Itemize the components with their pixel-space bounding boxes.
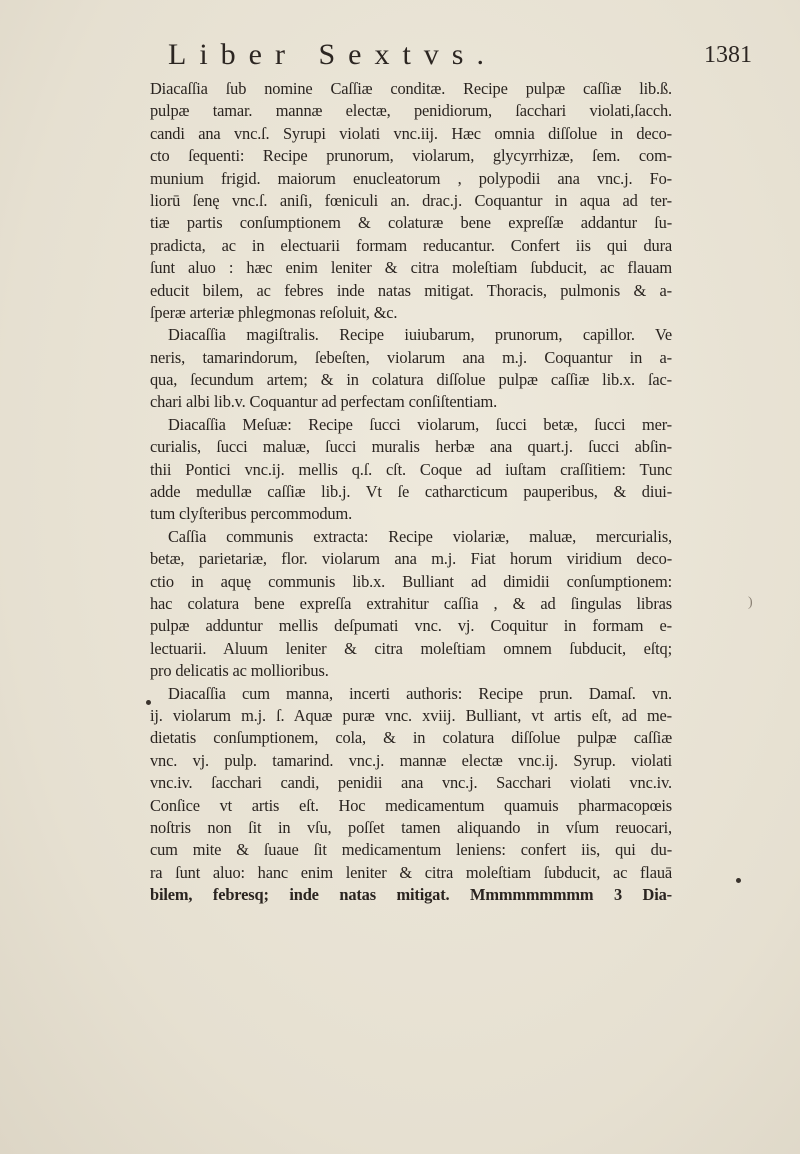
text-line: vnc.iv. ſacchari candi, penidii ana vnc.j. Sacchari violati vnc.iv. xyxy=(150,773,672,793)
text-line: curialis, ſucci maluæ, ſucci muralis herbæ ana quart.j. ſucci abſin- xyxy=(150,437,672,457)
margin-mark: ) xyxy=(748,595,753,610)
text-line: Diacaſſia ſub nomine Caſſiæ conditæ. Recipe pulpæ caſſiæ lib.ß. xyxy=(150,79,672,98)
text-line: Diacaſſia cum manna, incerti authoris: Recipe prun. Damaſ. vn. xyxy=(168,683,672,703)
text-line: bilem, febresq; inde natas mitigat. Mmmmmmmmm 3 Dia- xyxy=(150,885,672,905)
page-number: 1381 xyxy=(704,42,752,68)
text-line: hac colatura bene expreſſa extrahitur caſſia , & ad ſingulas libras xyxy=(150,593,672,613)
text-line: candi ana vnc.ſ. Syrupi violati vnc.iij. Hæc omnia diſſolue in deco- xyxy=(150,123,672,143)
text-line: cum mite & ſuaue ſit medicamentum leniens: confert iis, qui du- xyxy=(150,840,672,860)
text-line: pradicta, ac in electuarii formam reducantur. Confert iis qui dura xyxy=(150,235,672,255)
body-text xyxy=(150,78,672,906)
text-line: Conſice vt artis eſt. Hoc medicamentum quamuis pharmacopœis xyxy=(150,795,672,815)
text-line: dietatis conſumptionem, cola, & in colatura diſſolue pulpæ caſſiæ xyxy=(150,728,672,748)
running-header xyxy=(168,38,752,78)
text-line: tiæ partis conſumptionem & colaturæ bene expreſſæ addantur ſu- xyxy=(150,213,672,233)
text-line: ij. violarum m.j. ſ. Aquæ puræ vnc. xviij. Bulliant, vt artis eſt, ad me- xyxy=(150,705,672,725)
text-line: lectuarii. Aluum leniter & citra moleſtiam omnem ſubducit, eſtq; xyxy=(150,638,672,658)
text-line: Diacaſſia Meſuæ: Recipe ſucci violarum, ſucci betæ, ſucci mer- xyxy=(168,414,672,434)
running-title: Liber Sextvs. xyxy=(168,38,497,71)
text-line: Caſſia communis extracta: Recipe violariæ, maluæ, mercurialis, xyxy=(168,526,672,546)
text-line: liorū ſenę vnc.ſ. aniſi, fœniculi an. drac.j. Coquantur in aqua ad ter- xyxy=(150,190,672,210)
text-line: pulpæ tamar. mannæ electæ, penidiorum, ſacchari violati,ſacch. xyxy=(150,101,672,121)
text-line: pulpæ adduntur mellis deſpumati vnc. vj. Coquitur in formam e- xyxy=(150,616,672,636)
text-line: tum clyſteribus percommodum. xyxy=(150,504,353,524)
text-line: ſperæ arteriæ phlegmonas reſoluit, &c. xyxy=(150,302,398,322)
text-line: ra ſunt aluo: hanc enim leniter & citra moleſtiam ſubducit, ac flauā xyxy=(150,862,672,882)
text-line: vnc. vj. pulp. tamarind. vnc.j. mannæ electæ vnc.ij. Syrup. violati xyxy=(150,750,672,770)
text-line: adde medullæ caſſiæ lib.j. Vt ſe catharcticum pauperibus, & diui- xyxy=(150,482,672,502)
text-line: neris, tamarindorum, ſebeſten, violarum ana m.j. Coquantur in a- xyxy=(150,347,672,367)
ink-speck xyxy=(736,878,741,883)
text-line: noſtris non ſit in vſu, poſſet tamen aliquando in vſum reuocari, xyxy=(150,817,672,837)
text-line: ſunt aluo : hæc enim leniter & citra moleſtiam ſubducit, ac flauam xyxy=(150,258,672,278)
text-line: ctio in aquę communis lib.x. Bulliant ad dimidii conſumptionem: xyxy=(150,571,672,591)
text-line: munium frigid. maiorum enucleatorum , polypodii ana vnc.j. Fo- xyxy=(150,168,672,188)
text-line: educit bilem, ac febres inde natas mitigat. Thoracis, pulmonis & a- xyxy=(150,280,672,300)
ink-speck xyxy=(146,700,151,705)
text-line: pro delicatis ac mollioribus. xyxy=(150,661,329,681)
text-line: chari albi lib.v. Coquantur ad perfectam conſiſtentiam. xyxy=(150,392,498,412)
text-line: cto ſequenti: Recipe prunorum, violarum, glycyrrhizæ, ſem. com- xyxy=(150,146,672,166)
text-line: betæ, parietariæ, flor. violarum ana m.j. Fiat horum viridium deco- xyxy=(150,549,672,569)
text-line: qua, ſecundum artem; & in colatura diſſolue pulpæ caſſiæ lib.x. ſac- xyxy=(150,370,672,390)
text-line: thii Pontici vnc.ij. mellis q.ſ. cſt. Coque ad iuſtam craſſitiem: Tunc xyxy=(150,459,672,479)
text-line: Diacaſſia magiſtralis. Recipe iuiubarum, prunorum, capillor. Ve xyxy=(168,325,672,345)
